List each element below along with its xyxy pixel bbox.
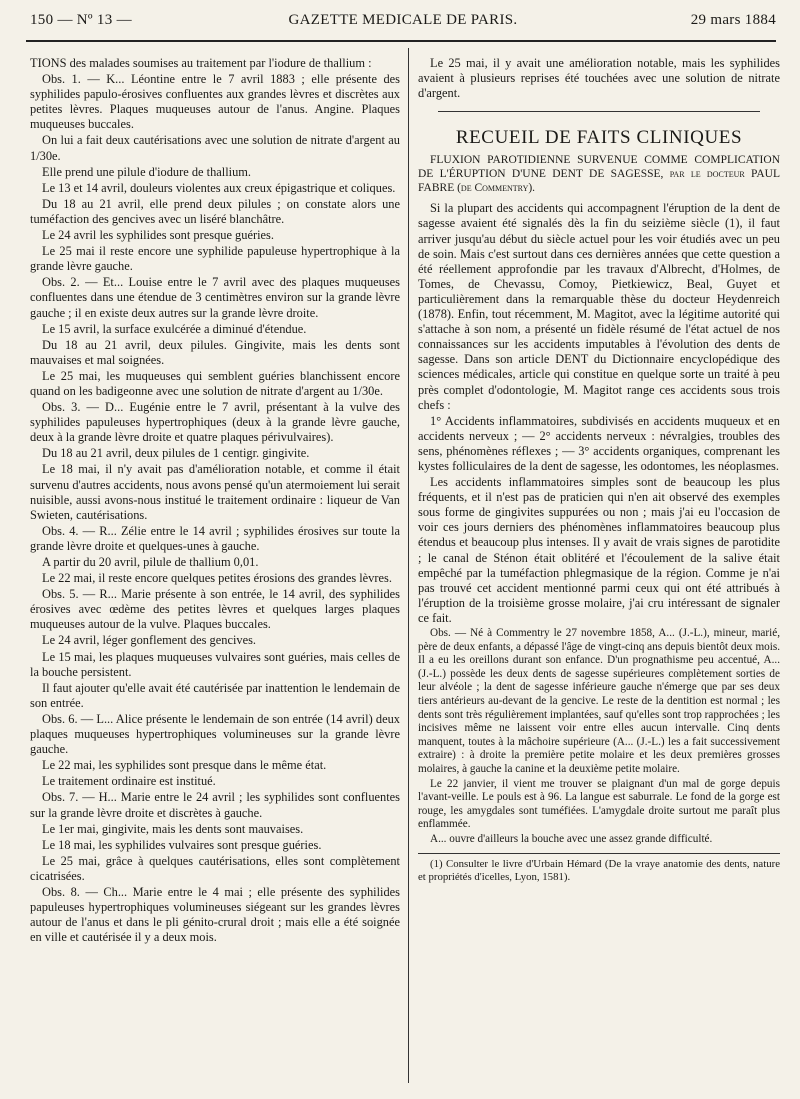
paragraph: Si la plupart des accidents qui accompagnent l'éruption de la dent de sagesse avaient été signalés dès la fin du seizième siècle (1), il faut arriver jusqu'au début du siècle actuel pour les voir étudiés avec un peu de soin. Mais c'est surtout dans ces dernières années que cette question a été réellement approfondie par les travaux d'Albrecht, d'Holmes, de Tomes, de Chevassu, Comoy, Pietkiewicz, Beal, Guyet et particulièrement dans la remarquable thèse du docteur Heydenreich (1878). Enfin, tout récemment, M. Magitot, avec la légitime autorité qui s'attache à son nom, a présenté un fidèle résumé de l'état actuel de nos connaissances sur les accidents imputables à l'évolution des dents de sagesse. Dans son article DENT du Dictionnaire encyclopédique des sciences médicales, article qui constitue en quelque sorte un traité à peu près complet d'odontologie, M. Magitot range ces accidents sous trois chefs : bbox=[418, 201, 780, 412]
paragraph: Le 25 mai, les muqueuses qui semblent guéries blanchissent encore quand on les badigeonne avec une solution de nitrate d'argent au 1/30e. bbox=[30, 368, 400, 398]
paragraph: Le 18 mai, il n'y avait pas d'amélioration notable, et comme il était survenu d'autres accidents, nous avons pensé qu'un atermoiement lui serait nuisible, aussi avons-nous institué le traitement ordinaire : liqueur de Van Swieten, cautérisations. bbox=[30, 462, 400, 522]
article-title: FLUXION PAROTIDIENNE SURVENUE COMME COMPLICATION DE L'ÉRUPTION D'UNE DENT DE SAGESSE, par le docteur PAUL FABRE (de Commentry). bbox=[418, 154, 780, 195]
observation-4: Obs. 4. — R... Zélie entre le 14 avril ; syphilides érosives sur toute la grande lèvre droite et quelques-unes à gauche. bbox=[30, 523, 400, 553]
paragraph: A partir du 20 avril, pilule de thallium 0,01. bbox=[42, 555, 259, 569]
paragraph: Le 22 mai, il reste encore quelques petites érosions des grandes lèvres. bbox=[42, 571, 392, 586]
left-column bbox=[30, 56, 400, 946]
column-divider bbox=[408, 48, 409, 1083]
observation-3: Obs. 3. — D... Eugénie entre le 7 avril, présentant à la vulve des syphilides papuleuses hypertrophiques (deux à la grande lèvre gauche, deux à la grande lèvre droite et quatre plaques périvulvaires). bbox=[30, 400, 400, 445]
observation-1: Obs. 1. — K... Léontine entre le 7 avril 1883 ; elle présente des syphilides papulo-érosives confluentes aux grandes lèvres et discrètes aux petites lèvres. Plaques muqueuses autour de l'anus. Angine. Plaques muqueuses buccales. bbox=[30, 72, 400, 132]
paragraph: Il faut ajouter qu'elle avait été cautérisée par inattention le lendemain de son entrée. bbox=[30, 680, 400, 710]
paragraph: 1° Accidents inflammatoires, subdivisés en accidents muqueux et en accidents nerveux ; — 2° accidents nerveux : névralgies, troubles des sens, phénomènes réflexes ; — 3° accidents organiques, comprenant les kystes folliculaires de la dent de sagesse, les odontomes, les néoplasmes. bbox=[418, 413, 780, 473]
footnote: (1) Consulter le livre d'Urbain Hémard (De la vraye anatomie des dents, nature et propriétés d'icelles, Lyon, 1581). bbox=[418, 853, 780, 884]
page-number: 150 — Nº 13 — bbox=[30, 12, 132, 28]
paragraph: Le 15 mai, les plaques muqueuses vulvaires sont guéries, mais celles de la bouche persistent. bbox=[30, 649, 400, 679]
paragraph: Le 22 janvier, il vient me trouver se plaignant d'un mal de gorge depuis l'avant-veille. Le pouls est à 96. La langue est saburrale. Le fond de la gorge est rouge, les amygdales sont tuméfiées. L'amygdale droite surtout me paraît plus enflammée. bbox=[418, 777, 780, 831]
paragraph: Le 24 avril les syphilides sont presque guéries. bbox=[42, 228, 274, 243]
paragraph: Le 18 mai, les syphilides vulvaires sont presque guéries. bbox=[42, 837, 322, 852]
section-title: RECUEIL DE FAITS CLINIQUES bbox=[455, 127, 743, 149]
paragraph: Le 24 avril, léger gonflement des gencives. bbox=[42, 633, 257, 648]
paragraph: Du 18 au 21 avril, deux pilules. Gingivite, mais les dents sont mauvaises et mal soignées. bbox=[30, 337, 400, 367]
right-column bbox=[418, 56, 780, 885]
paragraph: Le 15 avril, la surface exulcérée a diminué d'étendue. bbox=[42, 321, 307, 336]
paragraph: Le 25 mai, il y avait une amélioration notable, mais les syphilides avaient à plusieurs reprises été touchées avec une solution de nitrate d'argent. bbox=[418, 56, 780, 101]
paragraph: Le 13 et 14 avril, douleurs violentes aux creux épigastrique et coliques. bbox=[42, 180, 396, 195]
observation: Obs. — Né à Commentry le 27 novembre 1858, A... (J.-L.), mineur, marié, père de deux enfants, a dépassé l'âge de vingt-cinq ans depuis bientôt deux mois. Il a eu les oreillons durant son enfance. D'un prognathisme peu accentué, A... (J.-L.) possède les deux dents de sagesse supérieures complètement sorties de leur alvéole ; la dent de sagesse inférieure gauche n'émerge que par ses deux tiers antérieurs au-devant de la gencive. Le reste de la dentition est normal ; les dents sont très régulièrement implantées, sauf qu'elles sont trop rapprochées ; les incisives même ne laissent voir entre elles aucun intervalle. Cinq dents manquent, toutes à la mâchoire supérieure (A... (J.-L.) les a fait successivement extraire) : à droite la première petite molaire et les deux premières grosses molaires, à gauche la canine et la deuxième petite molaire. bbox=[418, 627, 780, 775]
header-rule bbox=[26, 40, 776, 42]
observation-7: Obs. 7. — H... Marie entre le 24 avril ; les syphilides sont confluentes sur la grande lèvre droite et discrètes à gauche. bbox=[30, 790, 400, 820]
paragraph: Le 25 mai il reste encore une syphilide papuleuse hypertrophique à la grande lèvre gauche. bbox=[30, 244, 400, 274]
paragraph: Du 18 au 21 avril, elle prend deux pilules ; on constate alors une tuméfaction des gencives avec un liséré blanchâtre. bbox=[30, 196, 400, 226]
journal-title: GAZETTE MEDICALE DE PARIS. bbox=[288, 12, 518, 28]
paragraph: Le 22 mai, les syphilides sont presque dans le même état. bbox=[42, 758, 327, 773]
paragraph: Du 18 au 21 avril, deux pilules de 1 centigr. gingivite. bbox=[42, 446, 310, 461]
issue-date: 29 mars 1884 bbox=[690, 12, 776, 28]
paragraph: Elle prend une pilule d'iodure de thallium. bbox=[42, 164, 252, 179]
paragraph: TIONS des malades soumises au traitement par l'iodure de thallium : bbox=[30, 56, 372, 70]
paragraph: On lui a fait deux cautérisations avec une solution de nitrate d'argent au 1/30e. bbox=[30, 133, 400, 163]
paragraph: Les accidents inflammatoires simples sont de beaucoup les plus fréquents, et il n'est pas de praticien qui n'en ait observé des exemples sous forme de gingivites suppurées ou non ; mais j'ai eu l'occasion de voir ces jours derniers des phénomènes inflammatoires beaucoup plus étendus et beaucoup plus intenses. Il y avait de vrais signes de parotidite ; le canal de Sténon était oblitéré et l'écoulement de la salive était empêché par la tuméfaction phlegmasique de la région. Comme je n'ai pas trouvé cet accident mentionné parmi ceux qui ont été attribués à l'éruption de la troisième grosse molaire, j'ai cru intéressant de signaler ce fait. bbox=[418, 475, 780, 625]
paragraph: Le traitement ordinaire est institué. bbox=[42, 774, 216, 789]
paragraph: Le 1er mai, gingivite, mais les dents sont mauvaises. bbox=[42, 821, 304, 836]
observation-6: Obs. 6. — L... Alice présente le lendemain de son entrée (14 avril) deux plaques muqueuses hypertrophiques volumineuses sur la grande lèvre gauche. bbox=[30, 711, 400, 757]
observation-5: Obs. 5. — R... Marie présente à son entrée, le 14 avril, des syphilides érosives avec œdème des petites lèvres et quelques larges plaques muqueuses autour de la vulve. Plaques buccales. bbox=[30, 587, 400, 632]
page-header bbox=[30, 12, 776, 36]
paragraph: Le 25 mai, grâce à quelques cautérisations, elles sont complètement cicatrisées. bbox=[30, 853, 400, 883]
paragraph: A... ouvre d'ailleurs la bouche avec une assez grande difficulté. bbox=[430, 832, 713, 845]
section-rule bbox=[438, 111, 760, 112]
observation-2: Obs. 2. — Et... Louise entre le 7 avril avec des plaques muqueuses confluentes dans une étendue de 3 centimètres environ sur la grande lèvre gauche ; il en existe deux autres sur la grande lèvre droite. bbox=[30, 275, 400, 320]
observation-8: Obs. 8. — Ch... Marie entre le 4 mai ; elle présente des syphilides papuleuses hypertrophiques volumineuses siégeant sur les grandes lèvres autour de l'anus et dans le pli génito-crural droit ; mais elle a été soignée en ville et cautérisée il y a deux mois. bbox=[30, 884, 400, 945]
